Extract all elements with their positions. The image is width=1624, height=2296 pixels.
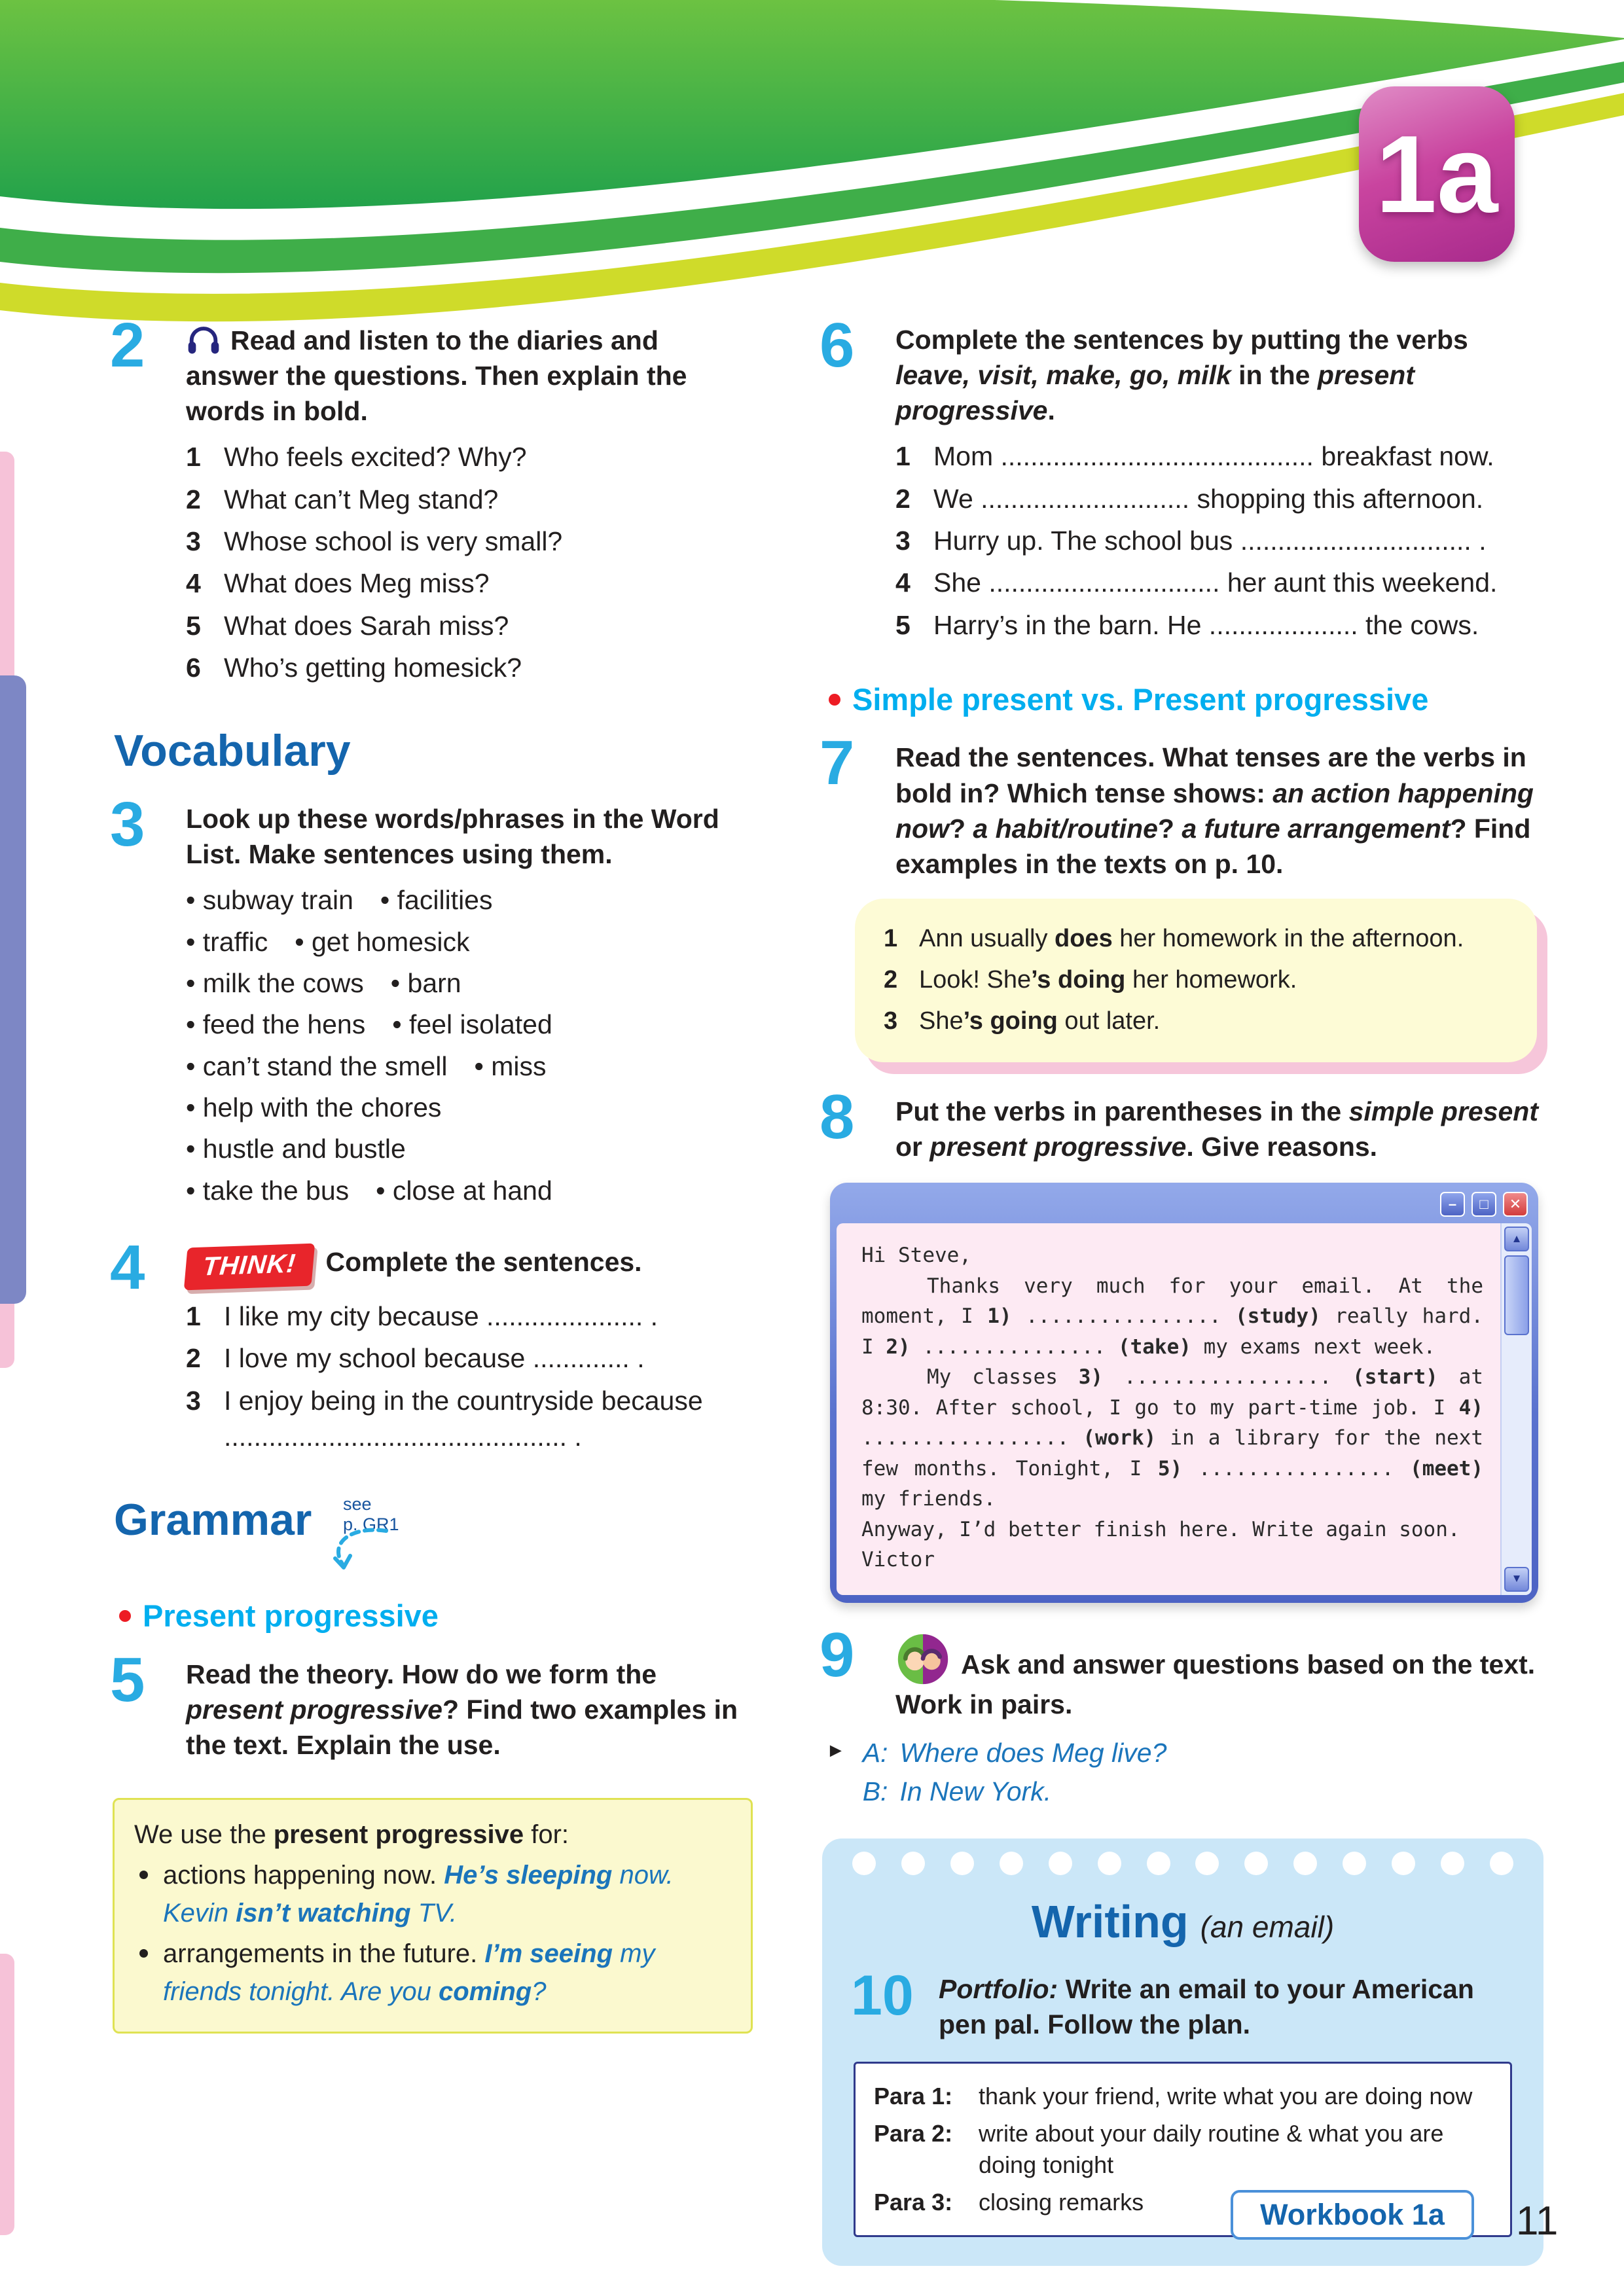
title-segment: . [1047, 395, 1055, 426]
grammar-heading: Grammar [114, 1495, 312, 1545]
email-window [830, 1183, 1538, 1603]
theory-intro-segment: We use the [134, 1820, 274, 1850]
exercise-2-number: 2 [110, 310, 145, 380]
example-row [884, 963, 1508, 998]
exercise-4-title [186, 1244, 753, 1288]
exercise-4-items [186, 1299, 753, 1455]
present-progressive-heading-text: Present progressive [143, 1598, 439, 1634]
bullet-icon [134, 1856, 163, 1932]
writing-heading-subtitle: (an email) [1200, 1910, 1335, 1945]
plan-label: Para 1: [874, 2083, 953, 2110]
word-list-line: • milk the cows • barn [186, 968, 461, 999]
title-segment: Put the verbs in parentheses in the [895, 1096, 1349, 1126]
exercise-6 [820, 310, 1543, 643]
example-text: my friends tonight. [163, 1939, 655, 2007]
exercise-2-question-list [186, 439, 753, 686]
dialog-line-b: B: In New York. [862, 1776, 1052, 1806]
title-segment-italic: simple present [1348, 1096, 1539, 1126]
red-bullet-icon [119, 1610, 131, 1622]
headphones-icon [186, 322, 221, 355]
exercise-8 [820, 1081, 1543, 1164]
unit-badge-label: 1a [1375, 113, 1498, 236]
present-progressive-heading [119, 1595, 753, 1636]
maximize-button[interactable]: □ [1471, 1192, 1496, 1217]
item-number: 5 [895, 609, 911, 640]
word-list-line: • hustle and bustle [186, 1134, 406, 1164]
question-text: What does Meg miss? [224, 568, 490, 599]
example-text: She’s going out later. [919, 1007, 1161, 1035]
pair-work-icon [895, 1632, 950, 1687]
plan-row [874, 2118, 1492, 2181]
theory-segment: arrangements in the future. [163, 1939, 485, 1969]
item-number: 3 [895, 526, 911, 556]
dialog-lines [863, 1732, 1167, 1813]
exercise-6-number: 6 [820, 310, 855, 380]
example-row [884, 922, 1508, 957]
question-row [186, 565, 753, 601]
example-bold: I’m seeing [484, 1939, 613, 1969]
scroll-down-button[interactable]: ▼ [1504, 1567, 1529, 1592]
title-segment: Read the sentences. What tenses are the verbs in bold in? Which tense shows: [895, 742, 1526, 808]
item-text: I enjoy being in the countryside because .............................................. . [224, 1385, 703, 1452]
exercise-4 [110, 1232, 753, 1455]
item-text: Mom .......................................... breakfast now. [933, 441, 1494, 472]
page-edge-blue-bar [0, 675, 26, 1304]
tense-examples-box [855, 899, 1537, 1062]
plan-row [874, 2081, 1492, 2113]
grammar-heading-row [113, 1490, 753, 1588]
example-number: 2 [884, 965, 898, 994]
question-text: What does Sarah miss? [224, 610, 509, 641]
item-text: I love my school because ............. . [224, 1343, 645, 1374]
item-number: 1 [895, 441, 911, 472]
example-row [884, 1004, 1508, 1039]
exercise-7 [820, 728, 1543, 881]
theory-intro-bold: present progressive [273, 1820, 524, 1850]
question-number: 1 [186, 442, 201, 473]
exercise-8-number: 8 [820, 1081, 855, 1152]
writing-heading-text: Writing [1031, 1896, 1189, 1948]
decorative-dots-strip [852, 1852, 1513, 1875]
exercise-2-title-text: Read and listen to the diaries and answer the questions. Then explain the words in bold. [186, 325, 687, 427]
title-segment: ? Find two examples in the text. Explain the use. [186, 1694, 738, 1760]
exercise-2-title [186, 322, 753, 429]
sentence-item [186, 1383, 753, 1456]
portfolio-label: Portfolio: [939, 1973, 1058, 2004]
example-text: Look! She’s doing her homework. [919, 965, 1297, 994]
exercise-10-number: 10 [851, 1964, 914, 2027]
title-segment: ? [1157, 813, 1182, 844]
item-text: I like my city because ..................... . [224, 1300, 659, 1331]
theory-intro [134, 1816, 731, 1854]
sentence-item [186, 1299, 753, 1335]
theory-item-text [163, 1935, 731, 2011]
exercise-10-title [939, 1971, 1512, 2042]
page-edge-pink-bar-bottom [0, 1954, 14, 2235]
question-number: 6 [186, 653, 201, 683]
dialog-line-a: A: Where does Meg live? [862, 1737, 1167, 1768]
item-number: 2 [895, 483, 911, 514]
word-list-line: • can’t stand the smell • miss [186, 1050, 547, 1081]
verb-list-italic: leave, visit, make, go, milk [895, 360, 1231, 391]
exercise-7-title [895, 740, 1543, 881]
item-text: Harry’s in the barn. He .................... the cows. [933, 609, 1479, 640]
title-segment: in the [1231, 360, 1318, 391]
exercise-5 [110, 1644, 753, 1763]
theory-item [134, 1935, 731, 2011]
item-text: Hurry up. The school bus ............................... . [933, 526, 1487, 556]
gap-fill-item [895, 439, 1543, 475]
email-greeting: Hi Steve, [861, 1244, 971, 1267]
exercise-4-number: 4 [110, 1232, 145, 1303]
item-text: We ............................ shopping this afternoon. [933, 483, 1484, 514]
title-segment-italic: a habit/routine [973, 813, 1158, 844]
example-text: ? [532, 1977, 547, 2007]
word-list-line: • feed the hens • feel isolated [186, 1009, 552, 1040]
right-column [820, 310, 1543, 2266]
example-bold: coming [438, 1977, 532, 2007]
theory-segment: actions happening now. [163, 1861, 444, 1890]
title-segment: ? Find examples in the texts on p. 10. [895, 813, 1531, 879]
question-number: 3 [186, 526, 201, 557]
title-segment-italic: a future arrangement [1182, 813, 1451, 844]
question-row [186, 608, 753, 644]
gap-fill-item [895, 565, 1543, 601]
question-text: Who’s getting homesick? [224, 653, 522, 683]
exercise-5-title [186, 1657, 753, 1763]
plan-label: Para 3: [874, 2188, 953, 2215]
sentence-item [186, 1340, 753, 1376]
scrollbar[interactable] [1500, 1223, 1532, 1595]
title-segment-italic: present progressive [186, 1694, 442, 1725]
question-row [186, 650, 753, 686]
exercise-9-title-text: Ask and answer questions based on the text. Work in pairs. [895, 1649, 1536, 1719]
exercise-8-title [895, 1094, 1543, 1164]
exercise-3-title: Look up these words/phrases in the Word List. Make sentences using them. [186, 804, 719, 870]
item-text: She ............................... her aunt this weekend. [933, 567, 1498, 598]
title-segment: Read the theory. How do we form the [186, 1659, 657, 1689]
question-text: Who feels excited? Why? [224, 442, 527, 473]
title-segment: Complete the sentences by putting the verbs [895, 325, 1468, 355]
word-list-line: • help with the chores [186, 1092, 442, 1123]
theory-item [134, 1856, 731, 1932]
email-content [837, 1223, 1500, 1595]
see-reference: p. GR1 [343, 1515, 399, 1535]
workbook-reference-badge: Workbook 1a [1231, 2190, 1474, 2240]
scroll-thumb[interactable] [1504, 1255, 1529, 1335]
grammar-theory-box [113, 1798, 753, 2034]
example-bold: He’s sleeping [444, 1861, 613, 1890]
example-number: 3 [884, 1007, 898, 1035]
exercise-3-number: 3 [110, 789, 145, 860]
question-number: 4 [186, 568, 201, 599]
title-segment: or [895, 1131, 930, 1162]
email-signature: Victor [861, 1548, 935, 1571]
email-paragraph-2: My classes 3) ................. (start) at 8:30. After school, I go to my part-time job. I 4) ................. (work) in a library for the next few months. Tonight, I 5) ................ (meet) my friends. [861, 1365, 1484, 1511]
example-text: now. Kevin [163, 1861, 674, 1928]
minimize-button[interactable]: – [1440, 1192, 1465, 1217]
exercise-9-title [895, 1632, 1543, 1722]
simple-vs-progressive-heading-text: Simple present vs. Present progressive [852, 682, 1429, 717]
email-window-titlebar [837, 1187, 1532, 1223]
see-grammar-arrow-icon [323, 1524, 395, 1579]
plan-text: write about your daily routine & what you are doing tonight [979, 2119, 1444, 2179]
item-number: 3 [186, 1385, 201, 1416]
title-segment: ? [948, 813, 973, 844]
left-column [110, 310, 753, 2034]
see-label: see [343, 1494, 372, 1515]
item-number: 1 [186, 1300, 201, 1331]
exercise-7-number: 7 [820, 728, 855, 798]
example-bold: isn’t watching [236, 1899, 411, 1928]
gap-fill-item [895, 481, 1543, 517]
exercise-5-number: 5 [110, 1644, 145, 1715]
exercise-10 [851, 1964, 1512, 2042]
exercise-4-title-text: Complete the sentences. [325, 1247, 642, 1278]
page-number: 11 [1516, 2198, 1559, 2244]
title-segment-italic: an action happening now [895, 778, 1534, 844]
email-closing: Anyway, I’d better finish here. Write again soon. [861, 1517, 1460, 1541]
plan-label: Para 2: [874, 2119, 953, 2147]
question-row [186, 439, 753, 475]
unit-badge [1359, 86, 1515, 262]
title-segment-italic: present progressive [929, 1131, 1187, 1162]
bullet-icon [134, 1935, 163, 2011]
close-button[interactable]: ✕ [1503, 1192, 1528, 1217]
exercise-6-title [895, 322, 1543, 428]
example-text: TV. [410, 1899, 457, 1928]
plan-text: thank your friend, write what you are doing now [979, 2083, 1473, 2110]
question-row [186, 524, 753, 560]
plan-text: closing remarks [979, 2188, 1144, 2215]
question-text: Whose school is very small? [224, 526, 563, 557]
gap-fill-item [895, 523, 1543, 559]
word-list-line: • traffic • get homesick [186, 926, 470, 957]
question-number: 5 [186, 610, 201, 641]
example-arrow-icon: ► [826, 1739, 846, 1761]
simple-vs-progressive-heading [829, 679, 1543, 720]
theory-item-text [163, 1856, 731, 1932]
exercise-9-number: 9 [820, 1619, 855, 1690]
tense-name-italic: present progressive [895, 360, 1415, 426]
question-row [186, 482, 753, 518]
think-badge: THINK! [184, 1244, 315, 1291]
question-number: 2 [186, 484, 201, 514]
vocabulary-heading: Vocabulary [114, 726, 351, 776]
email-paragraph-1: Thanks very much for your email. At the moment, I 1) ................ (study) really hard. I 2) ............... (take) my exams next week. [861, 1274, 1483, 1359]
example-text: Ann usually does her homework in the afternoon. [919, 924, 1464, 952]
exercise-10-title-text: Write an email to your American pen pal. Follow the plan. [939, 1973, 1474, 2039]
word-list-line: • take the bus • close at hand [186, 1175, 552, 1206]
item-number: 4 [895, 567, 911, 598]
title-segment: . Give reasons. [1186, 1131, 1378, 1162]
exercise-6-items [895, 439, 1543, 643]
scroll-up-button[interactable]: ▲ [1504, 1227, 1529, 1251]
theory-intro-segment: for: [524, 1820, 569, 1850]
red-bullet-icon [829, 694, 840, 706]
word-list-line: • subway train • facilities [186, 885, 493, 916]
exercise-9 [820, 1619, 1543, 1722]
exercise-2 [110, 310, 753, 686]
gap-fill-item [895, 607, 1543, 643]
question-text: What can’t Meg stand? [224, 484, 499, 514]
model-dialog [826, 1732, 1543, 1813]
email-window-body [837, 1223, 1532, 1595]
item-number: 2 [186, 1343, 201, 1374]
writing-heading [854, 1891, 1512, 1953]
example-text: Are you [341, 1977, 439, 2007]
word-list [186, 882, 753, 1209]
exercise-3 [110, 789, 753, 1209]
example-number: 1 [884, 924, 898, 952]
